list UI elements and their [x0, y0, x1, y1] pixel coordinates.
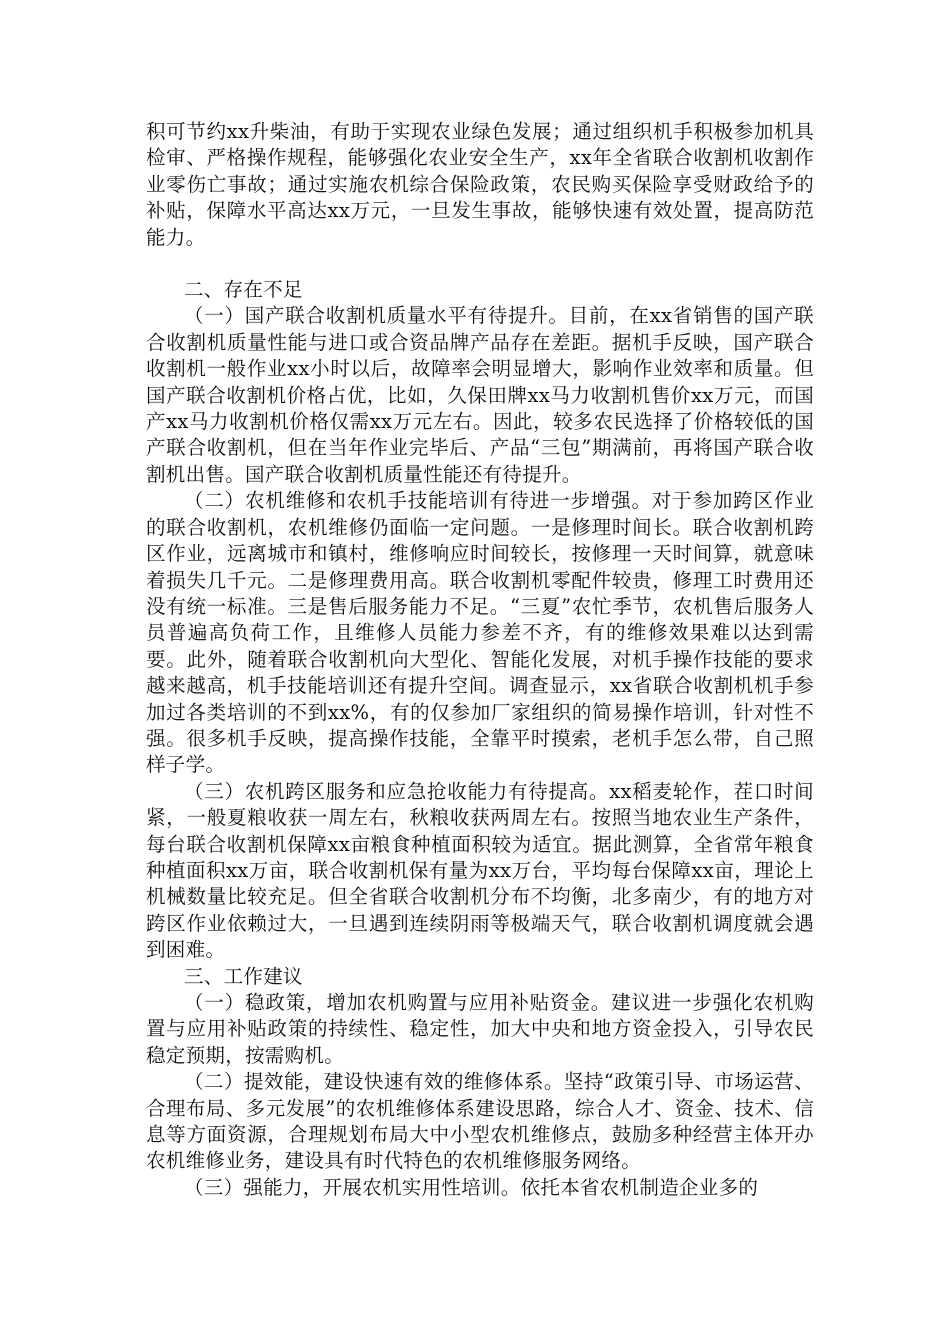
- section-2-paragraph-3: （三）农机跨区服务和应急抢收能力有待提高。xx稻麦轮作，茬口时间紧，一般夏粮收获一周左右，秋粮收获两周左右。按照当地农业生产条件，每台联合收割机保障xx亩粮食种植面积较为适宜。据此测算，全省常年粮食种植面积xx万亩，联合收割机保有量为xx万台，平均每台保障xx亩，理论上机械数量比较充足。但全省联合收割机分布不均衡，北多南少，有的地方对跨区作业依赖过大，一旦遇到连续阴雨等极端天气，联合收割机调度就会遇到困难。: [146, 779, 814, 962]
- intro-paragraph: 积可节约xx升柴油，有助于实现农业绿色发展；通过组织机手积极参加机具检审、严格操作规程，能够强化农业安全生产，xx年全省联合收割机收割作业零伤亡事故；通过实施农机综合保险政策，农民购买保险享受财政给予的补贴，保障水平高达xx万元，一旦发生事故，能够快速有效处置，提高防范能力。: [146, 120, 814, 249]
- section-2-paragraph-1: （一）国产联合收割机质量水平有待提升。目前，在xx省销售的国产联合收割机质量性能与进口或合资品牌产品存在差距。据机手反映，国产联合收割机一般作业xx小时以后，故障率会明显增大，影响作业效率和质量。但国产联合收割机价格占优，比如，久保田牌xx马力收割机售价xx万元，而国产xx马力收割机价格仅需xx万元左右。因此，较多农民选择了价格较低的国产联合收割机，但在当年作业完毕后、产品“三包”期满前，再将国产联合收割机出售。国产联合收割机质量性能还有待提升。: [146, 304, 814, 486]
- section-2-paragraph-2: （二）农机维修和农机手技能培训有待进一步增强。对于参加跨区作业的联合收割机，农机维修仍面临一定问题。一是修理时间长。联合收割机跨区作业，远离城市和镇村，维修响应时间较长，按修理一天时间算，就意味着损失几千元。二是修理费用高。联合收割机零配件较贵，修理工时费用还没有统一标准。三是售后服务能力不足。“三夏”农忙季节，农机售后服务人员普遍高负荷工作，且维修人员能力参差不齐，有的维修效果难以达到需要。此外，随着联合收割机向大型化、智能化发展，对机手操作技能的要求越来越高，机手技能培训还有提升空间。调查显示，xx省联合收割机机手参加过各类培训的不到xx%，有的仅参加厂家组织的简易操作培训，针对性不强。很多机手反映，提高操作技能，全靠平时摸索，老机手怎么带，自己照样子学。: [146, 489, 814, 777]
- section-3-paragraph-2: （二）提效能，建设快速有效的维修体系。坚持“政策引导、市场运营、合理布局、多元发展”的农机维修体系建设思路，综合人才、资金、技术、信息等方面资源，合理规划布局大中小型农机维修点，鼓励多种经营主体开办农机维修业务，建设具有时代特色的农机维修服务网络。: [146, 1070, 814, 1173]
- section-3-heading: 三、工作建议: [184, 964, 303, 988]
- section-3-paragraph-3: （三）强能力，开展农机实用性培训。依托本省农机制造企业多的: [184, 1175, 759, 1199]
- document-page: [146, 119, 814, 1201]
- section-3-paragraph-1: （一）稳政策，增加农机购置与应用补贴资金。建议进一步强化农机购置与应用补贴政策的持续性、稳定性，加大中央和地方资金投入，引导农民稳定预期，按需购机。: [146, 991, 814, 1067]
- section-2-heading: 二、存在不足: [184, 278, 303, 302]
